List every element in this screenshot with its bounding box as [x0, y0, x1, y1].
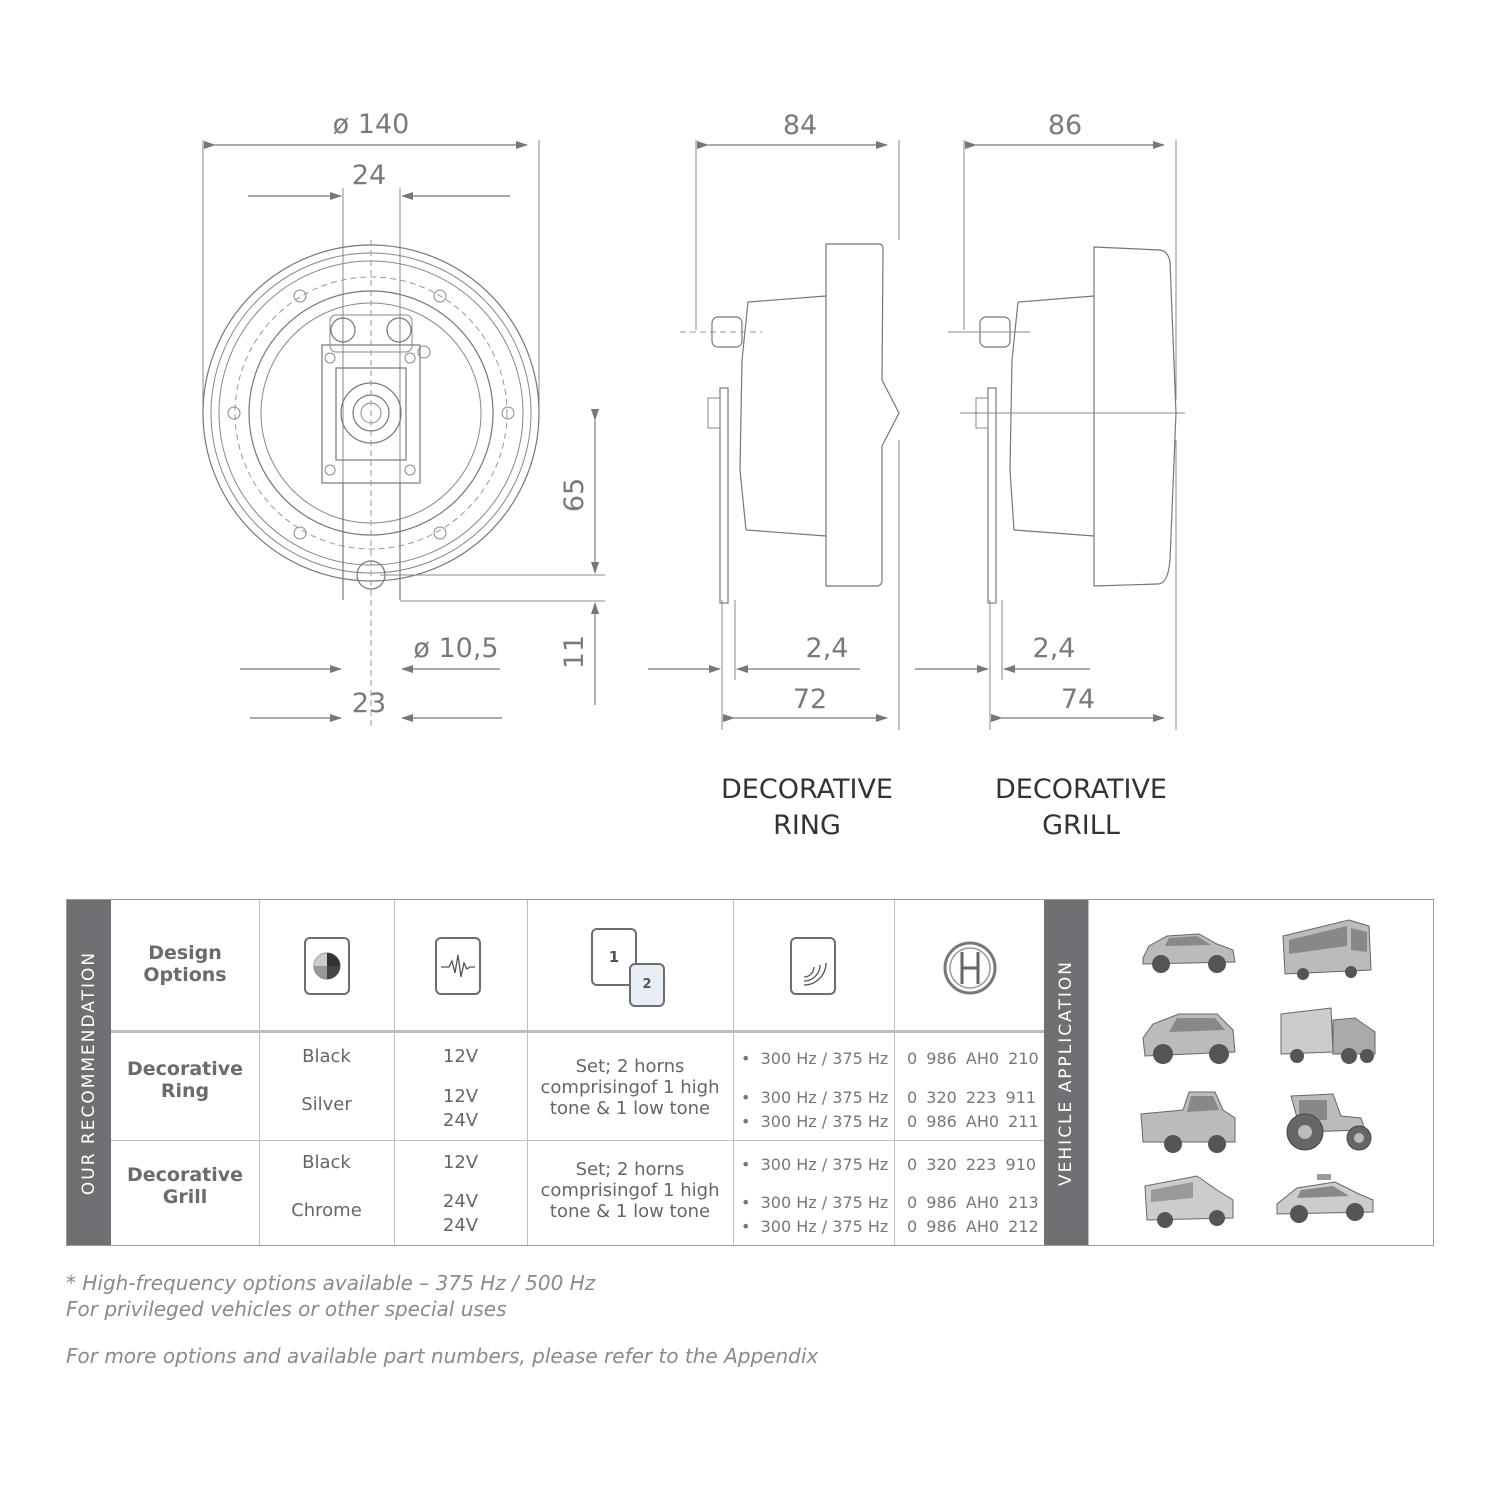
our-recommendation-banner — [67, 900, 111, 1245]
row-ring-frequency: • 300 Hz / 375 Hz — [741, 1088, 889, 1107]
set-desc-line: Set; 2 horns — [575, 1159, 685, 1180]
row-grill-name — [111, 1164, 259, 1208]
frequency-value: 300 Hz / 375 Hz — [760, 1112, 889, 1131]
dim-width-24: 24 — [351, 160, 387, 191]
row-ring-part-number: 0 986 AH0 211 — [907, 1112, 1039, 1131]
dim-ring-72: 72 — [792, 684, 828, 715]
taxi-icon — [1273, 1172, 1377, 1230]
grill-label-line1: DECORATIVE — [995, 774, 1167, 805]
set-two-icon — [629, 963, 665, 1007]
dim-hole-10-5: ø 10,5 — [413, 633, 499, 664]
row-grill-color-black: Black — [302, 1152, 351, 1173]
row-grill-part-number: 0 986 AH0 212 — [907, 1217, 1039, 1236]
dim-grill-86: 86 — [1047, 110, 1083, 141]
design-options-line1: Design — [148, 942, 222, 964]
frequency-value: 300 Hz / 375 Hz — [760, 1049, 889, 1068]
row-grill-part-number: 0 986 AH0 213 — [907, 1193, 1039, 1212]
set-number-2: 2 — [642, 977, 652, 992]
vehicle-application-text: VEHICLE APPLICATION — [1056, 959, 1076, 1186]
set-desc-line: tone & 1 low tone — [549, 1201, 711, 1222]
row-ring-voltage: 12V — [442, 1046, 479, 1067]
row-ring-name — [111, 1058, 259, 1102]
set-desc-line: tone & 1 low tone — [549, 1098, 711, 1119]
row-grill-voltage: 24V — [442, 1215, 479, 1236]
row-grill-frequency: • 300 Hz / 375 Hz — [741, 1155, 889, 1174]
row-ring-part-number: 0 986 AH0 210 — [907, 1049, 1039, 1068]
waveform-icon — [435, 937, 481, 995]
car-icon — [1139, 918, 1239, 980]
set-desc-line: comprisingof 1 high — [540, 1077, 720, 1098]
row-ring-name-line2: Ring — [160, 1080, 210, 1102]
dim-grill-2-4: 2,4 — [1032, 633, 1076, 664]
design-options-line2: Options — [143, 964, 227, 986]
row-grill-name-line2: Grill — [162, 1186, 208, 1208]
col-divider — [894, 900, 895, 1245]
row-grill-part-number: 0 320 223 910 — [907, 1155, 1037, 1174]
header-separator — [111, 1030, 1044, 1033]
color-icon — [304, 937, 350, 995]
dim-ring-84: 84 — [782, 110, 818, 141]
row-ring-part-number: 0 320 223 911 — [907, 1088, 1037, 1107]
col-divider — [733, 900, 734, 1245]
row-ring-set-description — [527, 1056, 733, 1119]
col-divider — [259, 900, 260, 1245]
row-ring-color-black: Black — [302, 1046, 351, 1067]
grill-label-line2: GRILL — [1042, 810, 1120, 841]
dim-height-65: 65 — [559, 477, 590, 513]
dim-diameter-140: ø 140 — [332, 109, 410, 140]
dim-ring-2-4: 2,4 — [805, 633, 849, 664]
footnote-privileged-vehicles: For privileged vehicles or other special uses — [66, 1297, 507, 1321]
truck-icon — [1279, 1004, 1379, 1066]
vehicle-application-banner — [1044, 900, 1088, 1245]
dim-height-11: 11 — [559, 634, 590, 670]
frequency-value: 300 Hz / 375 Hz — [760, 1088, 889, 1107]
row-ring-voltage: 12V — [442, 1086, 479, 1107]
recommendation-table — [66, 899, 1434, 1246]
pickup-icon — [1139, 1088, 1239, 1156]
van-icon — [1141, 1172, 1237, 1232]
our-recommendation-text: OUR RECOMMENDATION — [79, 950, 99, 1195]
sound-icon — [790, 937, 836, 995]
row-grill-voltage: 24V — [442, 1191, 479, 1212]
row-grill-set-description — [527, 1159, 733, 1222]
footnote-high-frequency: * High-frequency options available – 375 Hz / 500 Hz — [66, 1271, 596, 1295]
frequency-value: 300 Hz / 375 Hz — [760, 1217, 889, 1236]
row-grill-name-line1: Decorative — [126, 1164, 244, 1186]
row-ring-name-line1: Decorative — [126, 1058, 244, 1080]
row-grill-color-chrome: Chrome — [291, 1200, 362, 1221]
tractor-icon — [1281, 1086, 1377, 1154]
dim-grill-74: 74 — [1060, 684, 1096, 715]
bosch-logo-icon — [942, 940, 998, 996]
design-options-label — [111, 942, 259, 986]
front-view — [203, 109, 605, 730]
footnote-appendix: For more options and available part numbers, please refer to the Appendix — [66, 1344, 819, 1368]
ring-side-view — [648, 110, 899, 841]
row-separator — [111, 1140, 1044, 1141]
suv-icon — [1139, 1006, 1239, 1070]
grill-side-view — [915, 110, 1185, 841]
dim-width-23: 23 — [351, 688, 387, 719]
frequency-value: 300 Hz / 375 Hz — [760, 1155, 889, 1174]
set-desc-line: comprisingof 1 high — [540, 1180, 720, 1201]
row-ring-voltage: 24V — [442, 1110, 479, 1131]
bus-icon — [1279, 916, 1375, 982]
row-ring-frequency: • 300 Hz / 375 Hz — [741, 1112, 889, 1131]
col-divider — [1088, 900, 1089, 1245]
row-grill-frequency: • 300 Hz / 375 Hz — [741, 1217, 889, 1236]
ring-label-line1: DECORATIVE — [721, 774, 893, 805]
row-grill-frequency: • 300 Hz / 375 Hz — [741, 1193, 889, 1212]
set-desc-line: Set; 2 horns — [575, 1056, 685, 1077]
frequency-value: 300 Hz / 375 Hz — [760, 1193, 889, 1212]
set-number-1: 1 — [608, 948, 620, 966]
row-grill-voltage: 12V — [442, 1152, 479, 1173]
ring-label-line2: RING — [773, 810, 841, 841]
row-ring-color-silver: Silver — [301, 1094, 352, 1115]
row-ring-frequency: • 300 Hz / 375 Hz — [741, 1049, 889, 1068]
